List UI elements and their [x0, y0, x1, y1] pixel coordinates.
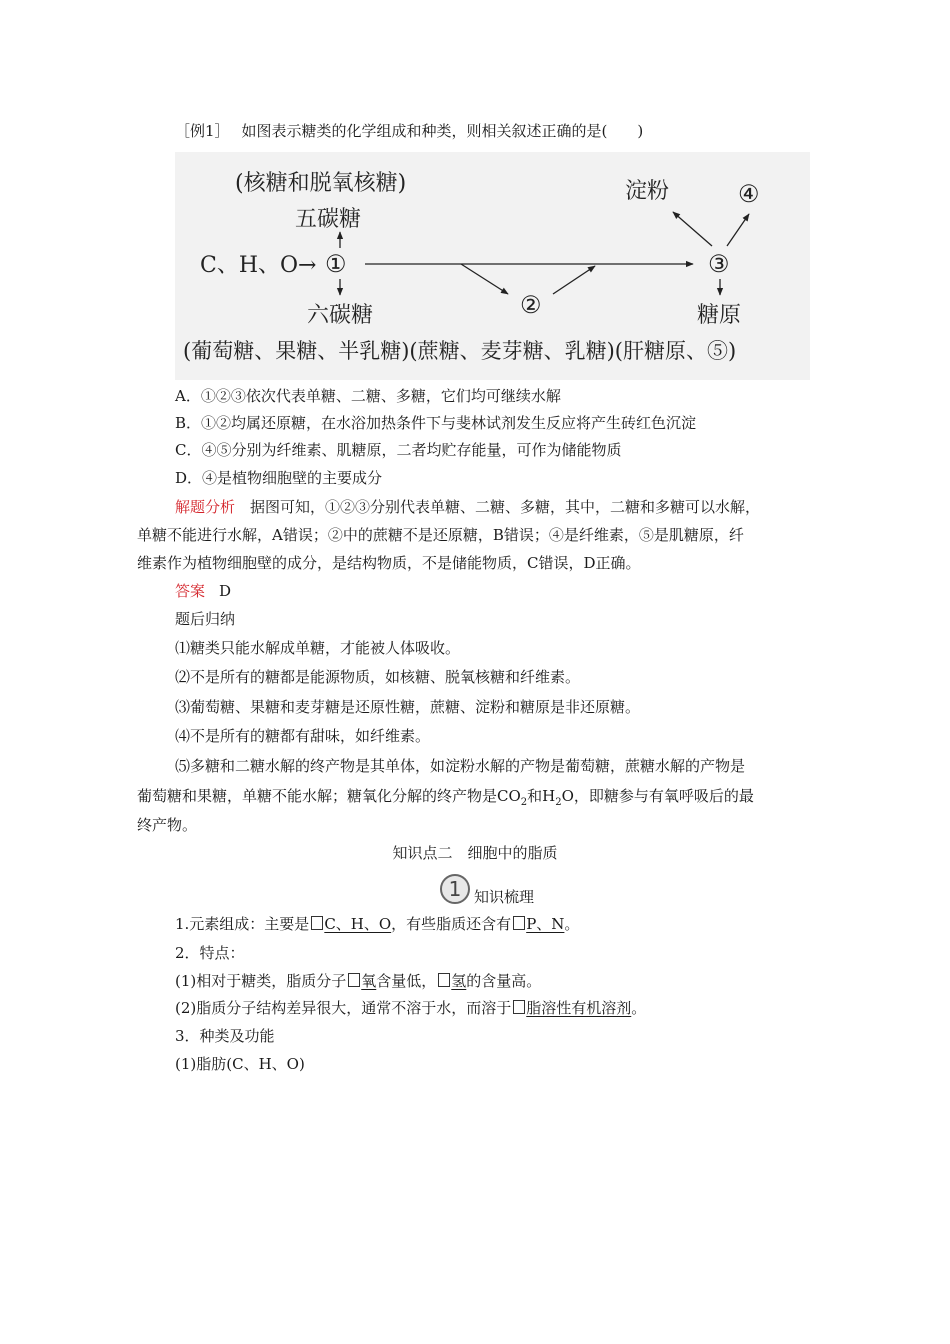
pentose-label: 五碳糖: [295, 207, 362, 232]
number-1-icon: 1: [440, 874, 470, 904]
carbohydrate-diagram: [175, 152, 810, 380]
option-d: D．④是植物细胞壁的主要成分: [175, 469, 383, 487]
examples-row: (葡萄糖、果糖、半乳糖)(蔗糖、麦芽糖、乳糖)(肝糖原、⑤): [183, 339, 737, 363]
blank-box-icon: [348, 973, 360, 987]
example-label: ［例1］: [175, 122, 230, 140]
glycogen-label: 糖原: [697, 303, 742, 328]
analysis-line-3: 维素作为植物细胞壁的成分，是结构物质，不是储能物质，C错误，D正确。: [137, 554, 641, 572]
pentose-examples-label: (核糖和脱氧核糖): [235, 171, 407, 196]
answer-label: 答案: [175, 582, 206, 600]
answer-line: [175, 581, 231, 601]
answer-oxygen: 氧: [361, 972, 377, 990]
blank-box-icon: [311, 916, 323, 930]
summary-point-2: ⑵不是所有的糖都是能源物质，如核糖、脱氧核糖和纤维素。: [175, 668, 581, 686]
summary-point-5-line-1: ⑸多糖和二糖水解的终产物是其单体，如淀粉水解的产物是葡萄糖，蔗糖水解的产物是: [175, 757, 746, 775]
section-title: 知识点二 细胞中的脂质: [392, 844, 558, 862]
starch-label: 淀粉: [625, 179, 670, 204]
node-3: ③: [708, 250, 730, 278]
analysis-label: 解题分析: [175, 498, 236, 516]
option-a: A．①②③依次代表单糖、二糖、多糖，它们均可继续水解: [175, 387, 561, 405]
summary-point-5-line-2: 葡萄糖和果糖，单糖不能水解；糖氧化分解的终产物是$CO_2$和$H_2O$，即糖参与有氧呼吸后的最: [137, 787, 754, 808]
point-2-2: (2)脂质分子结构差异很大，通常不溶于水，而溶于 脂溶性有机溶剂。: [175, 999, 647, 1017]
analysis-line-2: 单糖不能进行水解，A错误；②中的蔗糖不是还原糖，B错误；④是纤维素，⑤是肌糖原，纤: [137, 526, 744, 544]
answer-value: D: [219, 582, 232, 600]
answer-pn: P、N: [526, 915, 565, 933]
summary-point-4: ⑷不是所有的糖都有甜味，如纤维素。: [175, 727, 431, 745]
summary-title: 题后归纳: [175, 610, 236, 628]
node-4: ④: [738, 180, 760, 208]
blank-box-icon: [513, 916, 525, 930]
option-b: B．①②均属还原糖，在水浴加热条件下与斐林试剂发生反应将产生砖红色沉淀: [175, 414, 697, 432]
summary-point-5-line-3: 终产物。: [137, 816, 198, 834]
blank-box-icon: [438, 973, 450, 987]
example-question: [175, 121, 643, 141]
knowledge-label: 知识梳理: [474, 888, 535, 906]
arrow-from-node-2: [553, 266, 595, 294]
example-question-text: 如图表示糖类的化学组成和种类，则相关叙述正确的是( ): [241, 122, 644, 140]
answer-solvent: 脂溶性有机溶剂: [526, 999, 632, 1017]
point-3: 3．种类及功能: [175, 1027, 275, 1045]
analysis-line-1: [175, 497, 760, 517]
blank-box-icon: [513, 1000, 525, 1014]
node-1: ①: [325, 250, 347, 278]
answer-hydrogen: 氢: [451, 972, 467, 990]
summary-point-3: ⑶葡萄糖、果糖和麦芽糖是还原性糖，蔗糖、淀粉和糖原是非还原糖。: [175, 698, 641, 716]
arrow-to-node-2: [461, 264, 508, 294]
node-2: ②: [520, 291, 542, 319]
point-1: 1.元素组成：主要是 C、H、O，有些脂质还含有 P、N。: [175, 915, 580, 933]
hexose-label: 六碳糖: [307, 303, 374, 328]
point-3-1: (1)脂肪(C、H、O): [175, 1055, 305, 1073]
summary-point-1: ⑴糖类只能水解成单糖，才能被人体吸收。: [175, 639, 461, 657]
answer-elements: C、H、O: [324, 915, 392, 933]
analysis-text-1: 据图可知，①②③分别代表单糖、二糖、多糖，其中，二糖和多糖可以水解，: [235, 498, 761, 516]
arrow-to-node-4: [727, 214, 749, 246]
option-c: C．④⑤分别为纤维素、肌糖原，二者均贮存能量，可作为储能物质: [175, 441, 622, 459]
point-2-1: (1)相对于糖类，脂质分子 氧含量低， 氢的含量高。: [175, 972, 542, 990]
point-2: 2．特点：: [175, 944, 245, 962]
elements-label: C、H、O→: [200, 253, 317, 278]
arrow-to-starch: [673, 212, 712, 246]
